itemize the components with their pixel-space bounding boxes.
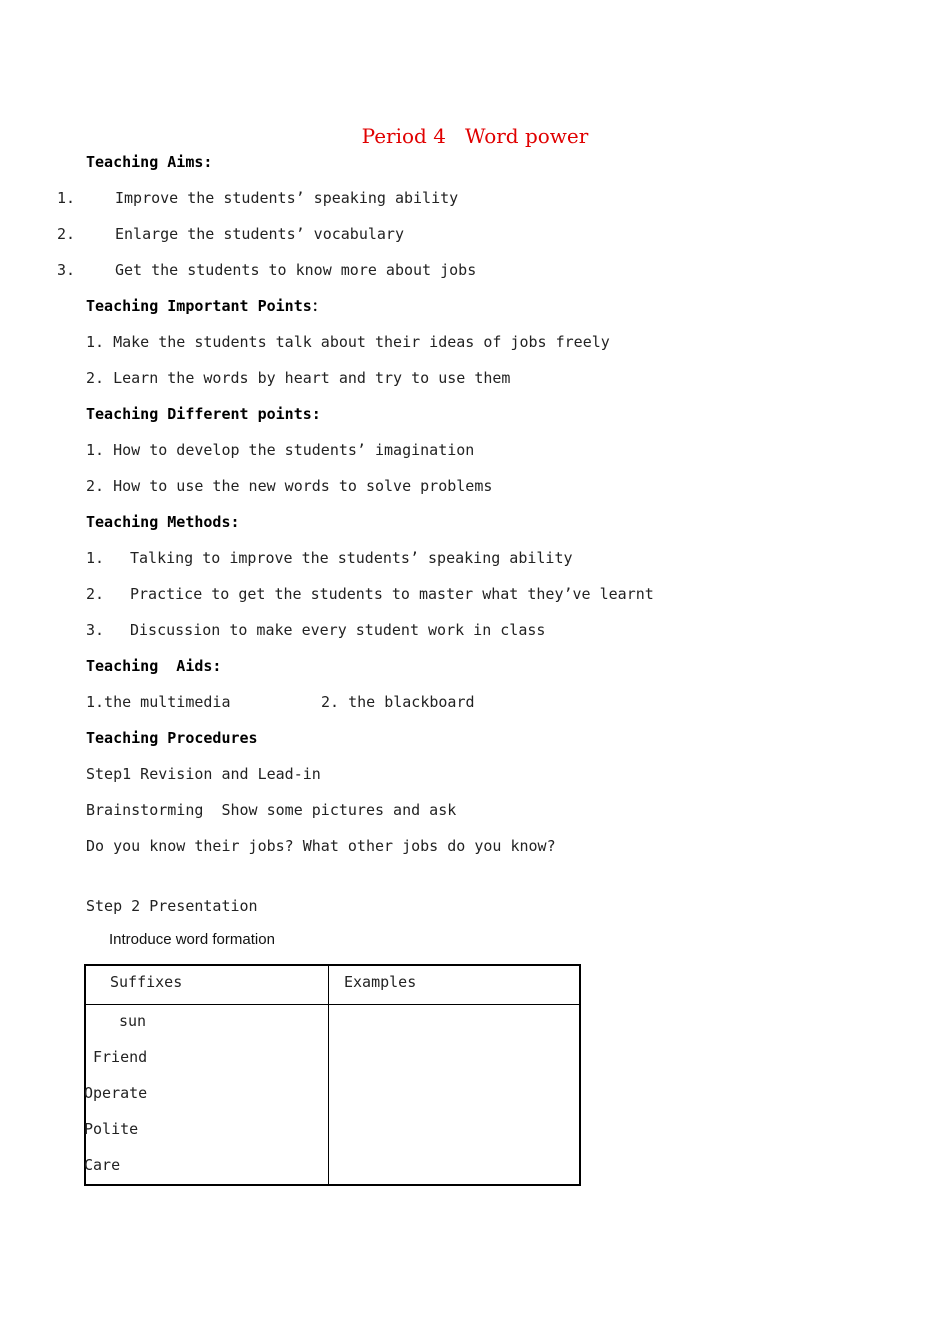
aim-text: Improve the students’ speaking ability bbox=[115, 189, 459, 207]
step2-label: Step 2 Presentation bbox=[86, 897, 258, 915]
teaching-aims-heading: Teaching Aims: bbox=[86, 153, 213, 171]
intro-text: Introduce word formation bbox=[109, 931, 275, 948]
method-text: Discussion to make every student work in class bbox=[130, 621, 546, 639]
aim-number: 3. bbox=[57, 261, 76, 279]
method-text: Practice to get the students to master what they’ve learnt bbox=[130, 585, 654, 603]
method-number: 3. bbox=[86, 621, 105, 639]
table-header-examples: Examples bbox=[344, 973, 417, 991]
important-point: 2. Learn the words by heart and try to use them bbox=[86, 369, 511, 387]
table-divider bbox=[86, 1004, 579, 1005]
table-word: sun bbox=[119, 1012, 147, 1030]
aim-text: Enlarge the students’ vocabulary bbox=[115, 225, 404, 243]
teaching-aids-heading: Teaching Aids: bbox=[86, 657, 222, 675]
method-number: 1. bbox=[86, 549, 105, 567]
aim-number: 1. bbox=[57, 189, 76, 207]
teaching-procedures-heading: Teaching Procedures bbox=[86, 729, 258, 747]
aim-text: Get the students to know more about jobs bbox=[115, 261, 477, 279]
different-points-heading: Teaching Different points: bbox=[86, 405, 321, 423]
table-word: Friend bbox=[93, 1048, 148, 1066]
teaching-methods-heading: Teaching Methods: bbox=[86, 513, 240, 531]
method-number: 2. bbox=[86, 585, 105, 603]
aim-number: 2. bbox=[57, 225, 76, 243]
important-point: 1. Make the students talk about their ideas of jobs freely bbox=[86, 333, 610, 351]
table-divider bbox=[328, 966, 329, 1184]
different-point: 2. How to use the new words to solve problems bbox=[86, 477, 493, 495]
method-text: Talking to improve the students’ speaking ability bbox=[130, 549, 573, 567]
page-title: Period 4 Word power bbox=[361, 124, 589, 148]
important-points-heading: Teaching Important Points： bbox=[86, 297, 327, 315]
table-word: Operate bbox=[84, 1084, 148, 1102]
table-header-suffixes: Suffixes bbox=[110, 973, 183, 991]
brainstorm-text: Brainstorming Show some pictures and ask bbox=[86, 801, 457, 819]
different-point: 1. How to develop the students’ imagination bbox=[86, 441, 475, 459]
question-text: Do you know their jobs? What other jobs do you know? bbox=[86, 837, 556, 855]
step1-label: Step1 Revision and Lead-in bbox=[86, 765, 321, 783]
aid-item: 1.the multimedia bbox=[86, 693, 231, 711]
table-word: Polite bbox=[84, 1120, 139, 1138]
aid-item: 2. the blackboard bbox=[321, 693, 475, 711]
word-formation-table bbox=[84, 964, 581, 1186]
table-word: Care bbox=[84, 1156, 121, 1174]
